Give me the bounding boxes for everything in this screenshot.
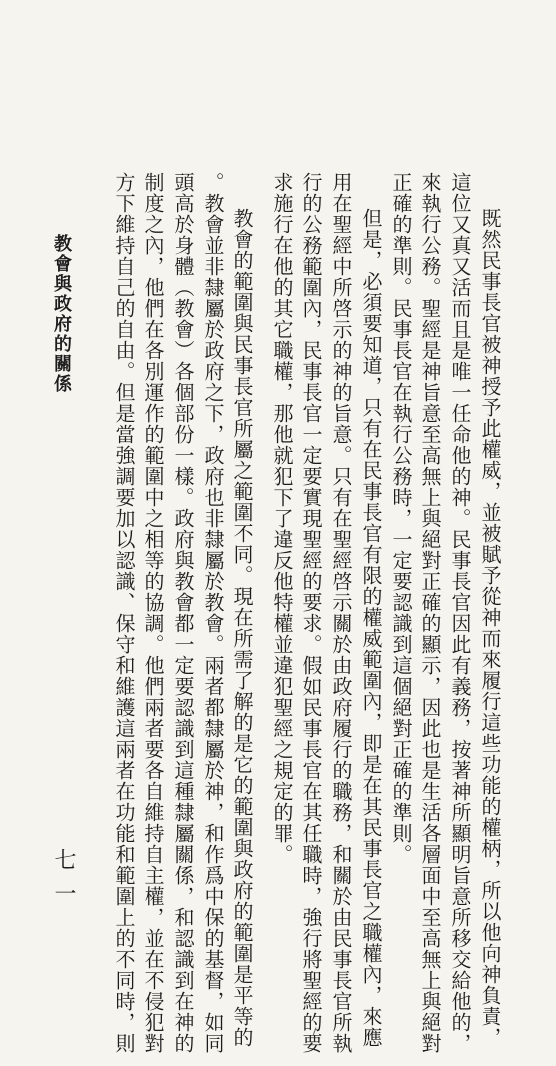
text-column-5: 但是，必須要知道，只有在民事長官有限的權威範圍內，即是在其民事長官之職權內，來應 [359, 208, 383, 1048]
text-column-4: 正確的準則。民事長官在執行公務時，一定要認識到這個絕對正確的準則。 [389, 172, 413, 865]
page-number: 七一 [51, 848, 76, 916]
text-column-2: 這位又真又活而且是唯一任命他的神。民事長官因此有義務，按著神所顯明旨意所移交給他的， [448, 172, 472, 1054]
text-column-7: 行的公務範圍內，民事長官一定要實現聖經的要求。假如民事長官在其任職時，強行將聖經的要 [299, 172, 323, 1054]
text-column-8: 求施行在他的其它職權，那他就犯下了違反他特權並違犯聖經之規定的罪。 [270, 172, 294, 865]
text-column-12: 制度之內，他們在各別運作的範圍中之相等的協調。他們兩者要各自維持自主權，並在不侵犯對 [141, 172, 165, 1054]
text-column-9: 教會的範圍與民事長官所屬之範圍不同。現在所需了解的是它的範圍與政府的範圍是平等的 [230, 208, 254, 1048]
text-column-6: 用在聖經中所啓示的神的旨意。只有在聖經啓示關於由政府履行的職務，和關於由民事長官所執 [329, 172, 353, 1054]
text-column-11: 頭高於身體（教會）各個部份一樣。政府與教會都一定要認識到這種隸屬關係，和認識到在神的 [171, 172, 195, 1054]
text-column-1: 既然民事長官被神授予此權威，並被賦予從神而來履行這些功能的權柄，所以他向神負責， [478, 208, 502, 1048]
text-column-3: 來執行公務。聖經是神旨意至高無上與絕對正確的顯示，因此也是生活各層面中至高無上與絕對 [418, 172, 442, 1054]
running-header: 教會與政府的關係 [51, 234, 72, 394]
text-column-10: 。教會並非隸屬於政府之下，政府也非隸屬於教會。兩者都隸屬於神，和作爲中保的基督，如同 [201, 172, 225, 1054]
text-column-13: 方下維持自己的自由。但是當強調要加以認識、保守和維護這兩者在功能和範圍上的不同時，則 [112, 172, 136, 1054]
